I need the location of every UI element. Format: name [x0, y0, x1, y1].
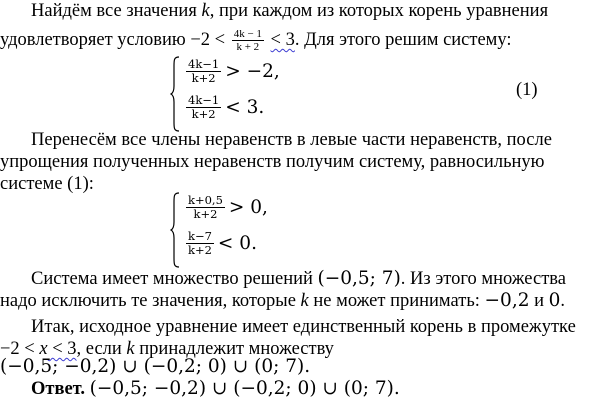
answer-set: (−0,5; −0,2) ∪ (−0,2; 0) ∪ (0; 7). — [89, 378, 400, 399]
text: и — [529, 291, 549, 311]
variable-x: x — [39, 339, 48, 359]
variable-k: k — [300, 291, 309, 311]
text: , если — [76, 339, 127, 359]
text: , при каждом из которых корень уравнения — [209, 1, 549, 21]
fraction-numerator: 4k−1 — [188, 93, 220, 107]
math-value: 0 — [548, 290, 561, 311]
fraction-numerator: 4k−1 — [188, 57, 220, 71]
math-set: (−0,5; −0,2) ∪ (−0,2; 0) ∪ (0; 7). — [0, 356, 311, 377]
left-brace-icon — [170, 56, 180, 132]
answer-line — [31, 378, 400, 400]
text: не может принимать: — [308, 291, 485, 311]
text: системе (1): — [0, 174, 94, 194]
fraction-numerator: k+0,5 — [188, 193, 223, 207]
inequality-row — [184, 94, 264, 121]
paragraph-line — [31, 0, 548, 22]
text: упрощения полученных неравенств получим систему, равносильную — [0, 152, 545, 172]
fraction-denominator: k + 2 — [232, 40, 264, 53]
text: . Для этого решим систему: — [294, 29, 512, 50]
paragraph-line — [0, 151, 544, 173]
paragraph-line — [31, 316, 576, 338]
paragraph-line — [0, 290, 565, 312]
fraction — [186, 94, 221, 121]
left-brace-icon — [170, 192, 180, 268]
fraction-numerator: 4k − 1 — [233, 28, 262, 40]
text: надо исключить те значения, которые — [0, 291, 301, 311]
fraction-denominator: k+2 — [188, 243, 212, 257]
math-value: −0,2 — [484, 290, 530, 311]
text: Итак, исходное уравнение имеет единственный корень в промежутке — [31, 317, 576, 337]
paragraph-line — [0, 28, 512, 53]
fraction — [186, 58, 221, 85]
inequality-row — [184, 58, 280, 85]
inequality-row — [184, 230, 257, 257]
relation: < 0. — [217, 232, 257, 254]
inequality-row — [184, 194, 268, 221]
text: принадлежит множеству — [134, 339, 334, 359]
relation: > 0, — [228, 196, 268, 218]
paragraph-line — [31, 129, 552, 151]
text: −2 < — [0, 339, 40, 359]
relation: < 3. — [225, 96, 265, 118]
paragraph-line — [31, 268, 566, 290]
fraction-denominator: k+2 — [186, 71, 221, 85]
spellcheck-underlined-text: < 3 — [270, 29, 295, 50]
text: удовлетворяет условию −2 < — [0, 29, 226, 50]
paragraph-line — [0, 173, 94, 195]
fraction-denominator: k+2 — [186, 107, 221, 121]
spellcheck-underlined-text: < 3 — [47, 339, 77, 359]
paragraph-line — [0, 356, 310, 378]
fraction-numerator: k−7 — [188, 229, 212, 243]
text: . Из этого множества — [400, 269, 566, 289]
fraction-denominator: k+2 — [186, 207, 225, 221]
text: Перенесём все члены неравенств в левые части неравенств, после — [31, 130, 552, 150]
fraction — [232, 28, 264, 53]
variable-k: k — [126, 339, 135, 359]
math-interval: (−0,5; 7) — [317, 268, 401, 289]
fraction — [186, 230, 214, 257]
fraction — [186, 194, 225, 221]
relation: > −2, — [225, 60, 280, 82]
text: Система имеет множество решений — [31, 269, 318, 289]
equation-number: (1) — [516, 80, 538, 100]
text: . — [560, 291, 566, 311]
text: Найдём все значения — [31, 1, 202, 21]
variable-k: k — [201, 1, 210, 21]
answer-label: Ответ. — [31, 379, 86, 399]
